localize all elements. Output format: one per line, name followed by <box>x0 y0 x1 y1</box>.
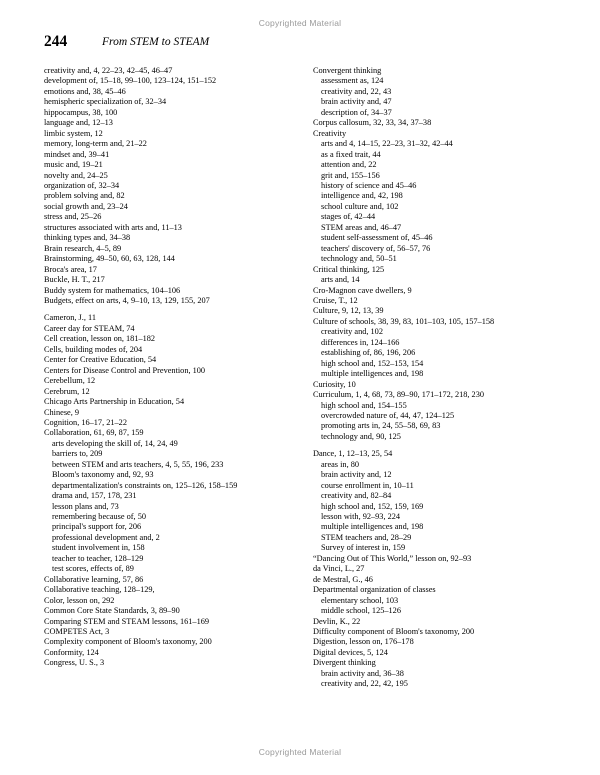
index-entry: organization of, 32–34 <box>44 180 120 190</box>
index-subentry: brain activity and, 12 <box>321 470 392 480</box>
index-entry: novelty and, 24–25 <box>44 170 108 180</box>
index-entry: de Mestral, G., 46 <box>313 574 373 584</box>
index-subentry: areas in, 80 <box>321 459 360 469</box>
index-entry: Cerebrum, 12 <box>44 386 90 396</box>
index-entry: Devlin, K., 22 <box>313 616 361 626</box>
index-subentry: promoting arts in, 24, 55–58, 69, 83 <box>321 421 441 431</box>
index-subentry: differences in, 124–166 <box>321 337 400 347</box>
index-entry: Collaborative teaching, 128–129, <box>44 585 155 595</box>
index-subentry: establishing of, 86, 196, 206 <box>321 348 416 358</box>
index-entry: memory, long-term and, 21–22 <box>44 139 147 149</box>
index-section-gap <box>44 306 287 313</box>
page-number: 244 <box>44 33 68 50</box>
index-column <box>313 66 556 690</box>
index-subentry: professional development and, 2 <box>52 532 160 542</box>
index-subentry: drama and, 157, 178, 231 <box>52 491 137 501</box>
index-entry: Conformity, 124 <box>44 647 99 657</box>
index-entry: Buddy system for mathematics, 104–106 <box>44 285 181 295</box>
index-entry: Creativity <box>313 128 347 138</box>
index-subentry: Bloom's taxonomy and, 92, 93 <box>52 470 154 480</box>
index-entry: Difficulty component of Bloom's taxonomy, 200 <box>313 627 475 637</box>
index-entry: Corpus callosum, 32, 33, 34, 37–38 <box>313 118 432 128</box>
index-entry: Digital devices, 5, 124 <box>313 647 388 657</box>
index-entry: Culture, 9, 12, 13, 39 <box>313 306 384 316</box>
index-subentry: course enrollment in, 10–11 <box>321 480 414 490</box>
index-subentry: lesson plans and, 73 <box>52 501 119 511</box>
index-subentry: school culture and, 102 <box>321 201 399 211</box>
index-subentry: arts and 4, 14–15, 22–23, 31–32, 42–44 <box>321 139 453 149</box>
index-subentry: assessment as, 124 <box>321 76 384 86</box>
index-entry: Convergent thinking <box>313 66 382 75</box>
index-subentry: between STEM and arts teachers, 4, 5, 55, 196, 233 <box>52 459 224 469</box>
index-entry: Brainstorming, 49–50, 60, 63, 128, 144 <box>44 254 175 264</box>
index-subentry: STEM areas and, 46–47 <box>321 222 402 232</box>
index-subentry: remembering because of, 50 <box>52 512 146 522</box>
index-entry: Cruise, T., 12 <box>313 295 358 305</box>
index-subentry: technology and, 90, 125 <box>321 431 401 441</box>
page-header <box>44 33 556 53</box>
index-subentry: teachers' discovery of, 56–57, 76 <box>321 243 431 253</box>
index-entry: music and, 19–21 <box>44 160 103 170</box>
index-column <box>44 66 287 690</box>
index-entry: Chinese, 9 <box>44 407 80 417</box>
index-subentry: high school and, 152, 159, 169 <box>321 501 424 511</box>
index-subentry: departmentalization's constraints on, 125–126, 158–159 <box>52 480 238 490</box>
index-subentry: creativity and, 22, 42, 195 <box>321 679 408 689</box>
index-subentry: lesson with, 92–93, 224 <box>321 512 401 522</box>
index-subentry: barriers to, 209 <box>52 449 103 459</box>
index-subentry: elementary school, 103 <box>321 595 399 605</box>
index-entry: Cro-Magnon cave dwellers, 9 <box>313 285 412 295</box>
index-subentry: overcrowded nature of, 44, 47, 124–125 <box>321 410 455 420</box>
index-entry: Career day for STEAM, 74 <box>44 323 135 333</box>
index-entry: structures associated with arts and, 11–13 <box>44 222 182 232</box>
index-entry: COMPETES Act, 3 <box>44 627 110 637</box>
index-entry: thinking types and, 34–38 <box>44 233 131 243</box>
index-entry: language and, 12–13 <box>44 118 113 128</box>
copyright-watermark-bottom: Copyrighted Material <box>258 747 342 757</box>
index-subentry: technology and, 50–51 <box>321 254 397 264</box>
index-subentry: high school and, 152–153, 154 <box>321 358 424 368</box>
index-entry: Chicago Arts Partnership in Education, 54 <box>44 397 185 407</box>
index-subentry: student self-assessment of, 45–46 <box>321 233 433 243</box>
index-entry: social growth and, 23–24 <box>44 201 128 211</box>
index-entry: Common Core State Standards, 3, 89–90 <box>44 606 180 616</box>
index-entry: hemispheric specialization of, 32–34 <box>44 97 167 107</box>
index-entry: “Dancing Out of This World,” lesson on, 92–93 <box>313 553 472 563</box>
index-entry: Comparing STEM and STEAM lessons, 161–169 <box>44 616 210 626</box>
index-entry: Cameron, J., 11 <box>44 313 97 323</box>
index-subentry: multiple intelligences and, 198 <box>321 522 424 532</box>
index-entry: Dance, 1, 12–13, 25, 54 <box>313 449 393 459</box>
index-entry: stress and, 25–26 <box>44 212 102 222</box>
index-entry: limbic system, 12 <box>44 128 103 138</box>
index-subentry: brain activity and, 47 <box>321 97 392 107</box>
index-entry: hippocampus, 38, 100 <box>44 107 118 117</box>
index-entry: emotions and, 38, 45–46 <box>44 86 126 96</box>
index-entry: Budgets, effect on arts, 4, 9–10, 13, 129, 155, 207 <box>44 295 210 305</box>
index-subentry: attention and, 22 <box>321 160 377 170</box>
index-entry: Critical thinking, 125 <box>313 264 385 274</box>
index-subentry: Survey of interest in, 159 <box>321 543 406 553</box>
index-subentry: middle school, 125–126 <box>321 606 401 616</box>
index-subentry: student involvement in, 158 <box>52 543 145 553</box>
index-entry: da Vinci, L., 27 <box>313 564 365 574</box>
index-entry: Cell creation, lesson on, 181–182 <box>44 334 156 344</box>
index-subentry: grit and, 155–156 <box>321 170 380 180</box>
index-subentry: intelligence and, 42, 198 <box>321 191 403 201</box>
index-subentry: high school and, 154–155 <box>321 400 407 410</box>
index-entry: Departmental organization of classes <box>313 585 436 595</box>
index-entry: Broca's area, 17 <box>44 264 97 274</box>
index-subentry: stages of, 42–44 <box>321 212 376 222</box>
index-subentry: creativity and, 22, 43 <box>321 86 392 96</box>
index-entry: Curriculum, 1, 4, 68, 73, 89–90, 171–172, 218, 230 <box>313 390 485 400</box>
index-subentry: STEM teachers and, 28–29 <box>321 532 412 542</box>
index-entry: Center for Creative Education, 54 <box>44 355 157 365</box>
index-subentry: principal's support for, 206 <box>52 522 142 532</box>
index-entry: Brain research, 4–5, 89 <box>44 243 122 253</box>
index-entry: creativity and, 4, 22–23, 42–45, 46–47 <box>44 66 173 75</box>
index-entry: Color, lesson on, 292 <box>44 595 115 605</box>
index-entry: Curiosity, 10 <box>313 379 356 389</box>
index-entry: Congress, U. S., 3 <box>44 658 105 668</box>
copyright-watermark-top: Copyrighted Material <box>258 18 342 28</box>
index-subentry: multiple intelligences and, 198 <box>321 369 424 379</box>
running-head-title: From STEM to STEAM <box>102 36 210 48</box>
index-entry: Buckle, H. T., 217 <box>44 275 105 285</box>
index-entry: mindset and, 39–41 <box>44 149 110 159</box>
index-entry: Centers for Disease Control and Prevention, 100 <box>44 365 206 375</box>
index-entry: development of, 15–18, 99–100, 123–124, 151–152 <box>44 76 217 86</box>
index-entry: Cerebellum, 12 <box>44 376 96 386</box>
index-subentry: test scores, effects of, 89 <box>52 564 134 574</box>
index-subentry: description of, 34–37 <box>321 107 392 117</box>
index-entry: Cognition, 16–17, 21–22 <box>44 417 127 427</box>
index-subentry: arts and, 14 <box>321 275 360 285</box>
index-subentry: teacher to teacher, 128–129 <box>52 553 144 563</box>
index-entry: Culture of schools, 38, 39, 83, 101–103, 105, 157–158 <box>313 316 495 326</box>
index-subentry: history of science and 45–46 <box>321 180 417 190</box>
index-subentry: brain activity and, 36–38 <box>321 668 404 678</box>
index-entry: Digestion, lesson on, 176–178 <box>313 637 414 647</box>
index-subentry: creativity and, 82–84 <box>321 491 392 501</box>
index-entry: Divergent thinking <box>313 658 376 668</box>
index-section-gap <box>313 442 556 449</box>
index-entry: Complexity component of Bloom's taxonomy, 200 <box>44 637 212 647</box>
index-columns <box>44 66 556 690</box>
index-entry: Cells, building modes of, 204 <box>44 344 143 354</box>
index-subentry: creativity and, 102 <box>321 327 383 337</box>
index-entry: problem solving and, 82 <box>44 191 125 201</box>
index-entry: Collaboration, 61, 69, 87, 159 <box>44 428 144 438</box>
index-entry: Collaborative learning, 57, 86 <box>44 574 144 584</box>
index-subentry: arts developing the skill of, 14, 24, 49 <box>52 438 178 448</box>
index-subentry: as a fixed trait, 44 <box>321 149 381 159</box>
